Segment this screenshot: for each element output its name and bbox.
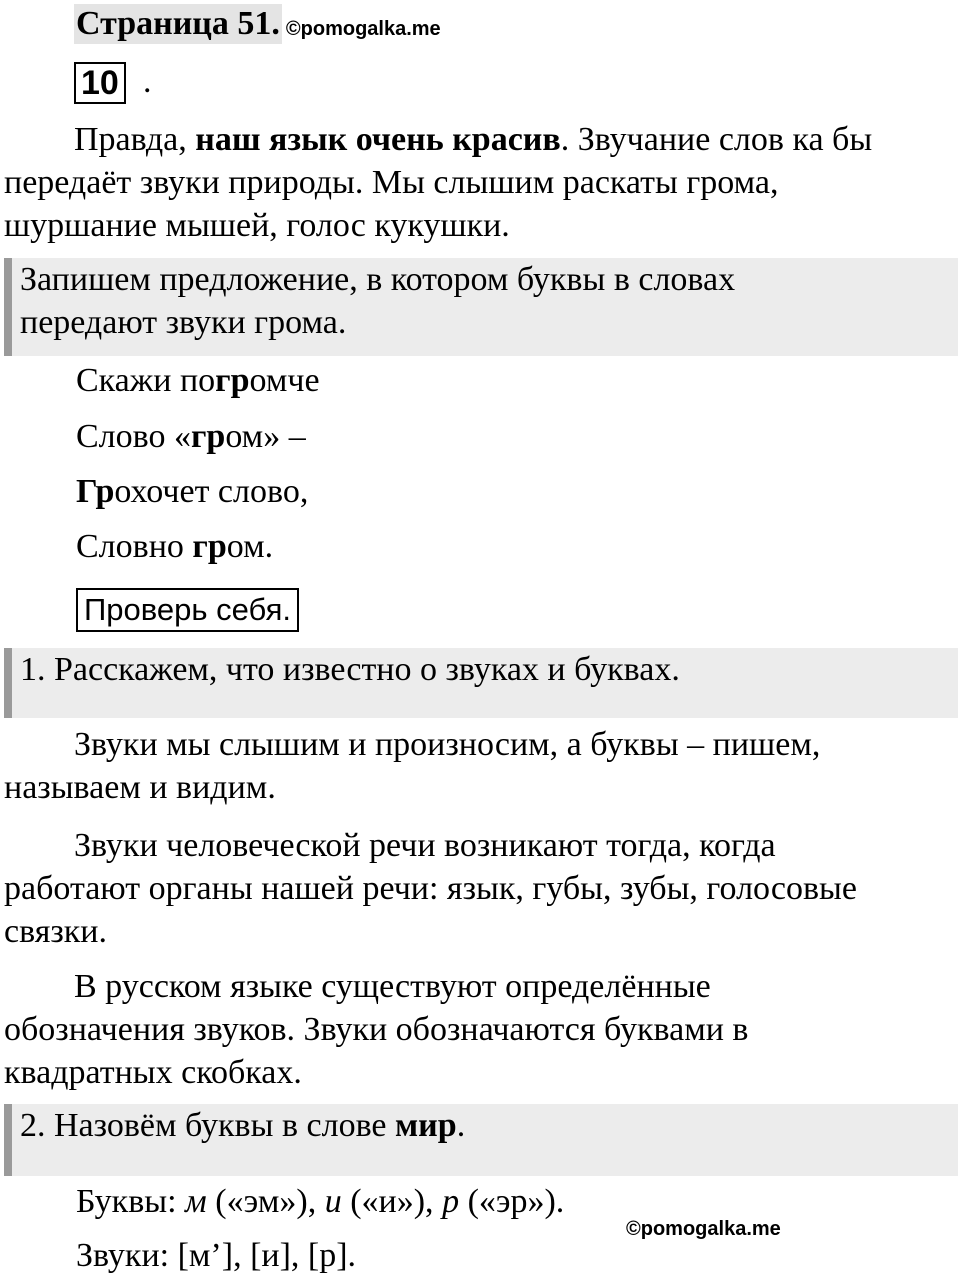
para3-line-2: обозначения звуков. Звуки обозначаются буквами в (4, 1011, 749, 1048)
letter-r-name: («эр»). (459, 1183, 565, 1220)
page-title: Страница 51. (76, 5, 280, 42)
poem-line-4 (76, 525, 273, 568)
question-2-word: мир (395, 1107, 457, 1144)
task-block (4, 258, 958, 356)
poem-bold: Гр (76, 473, 115, 510)
paragraph-1 (4, 723, 954, 809)
letter-m-name: («эм»), (206, 1183, 325, 1220)
paragraph-2 (4, 824, 954, 953)
poem-text: Слово « (76, 418, 191, 455)
poem-text: ом. (226, 528, 274, 565)
exercise-number-dot: . (143, 63, 152, 100)
watermark: ©pomogalka.me (285, 18, 441, 40)
poem-line-2 (76, 415, 306, 458)
intro-line-2: передаёт звуки природы. Мы слышим раскаты грома, (4, 164, 779, 201)
poem-line-1 (76, 359, 320, 402)
poem-bold: гр (215, 362, 250, 399)
page-header (74, 4, 441, 44)
paragraph-3 (4, 965, 954, 1094)
intro-text-a: Правда, (74, 121, 196, 158)
sounds-line: Звуки: [м’], [и], [р]. (76, 1237, 357, 1274)
para1-line-1: Звуки мы слышим и произносим, а буквы – пишем, (74, 726, 821, 763)
intro-text-bold: наш язык очень красив (195, 121, 561, 158)
poem-text: омче (249, 362, 320, 399)
poem-bold: гр (192, 528, 227, 565)
para2-line-1: Звуки человеческой речи возникают тогда, когда (74, 827, 776, 864)
question-2-block (4, 1104, 958, 1176)
para3-line-1: В русском языке существуют определённые (74, 968, 711, 1005)
para1-line-2: называем и видим. (4, 769, 276, 806)
exercise-number: 10 (74, 62, 126, 104)
question-1-block (4, 648, 958, 718)
question-2-end: . (456, 1107, 466, 1144)
letter-m: м (185, 1183, 207, 1220)
poem-bold: гр (190, 418, 226, 455)
letters-line (76, 1180, 564, 1223)
poem-text: Скажи по (76, 362, 216, 399)
poem-line-3 (76, 470, 308, 513)
para2-line-2: работают органы нашей речи: язык, губы, зубы, голосовые (4, 870, 857, 907)
intro-text-c: . Звучание слов ка бы (560, 121, 873, 158)
letter-i: и (324, 1183, 342, 1220)
para3-line-3: квадратных скобках. (4, 1054, 302, 1091)
intro-line-3: шуршание мышей, голос кукушки. (4, 207, 510, 244)
letters-label: Буквы: (76, 1183, 186, 1220)
task-line-1: Запишем предложение, в котором буквы в словах (20, 261, 736, 298)
poem-text: охочет слово, (114, 473, 309, 510)
question-1: 1. Расскажем, что известно о звуках и буквах. (20, 651, 680, 688)
intro-paragraph (4, 118, 954, 247)
letter-i-name: («и»), (341, 1183, 443, 1220)
poem-text: ом» – (225, 418, 306, 455)
para2-line-3: связки. (4, 913, 107, 950)
check-yourself-box: Проверь себя. (76, 588, 299, 632)
task-line-2: передают звуки грома. (20, 304, 347, 341)
footer-watermark: ©pomogalka.me (626, 1218, 781, 1240)
question-2-text: 2. Назовём буквы в слове (20, 1107, 396, 1144)
letter-r: р (442, 1183, 460, 1220)
poem-text: Словно (76, 528, 193, 565)
